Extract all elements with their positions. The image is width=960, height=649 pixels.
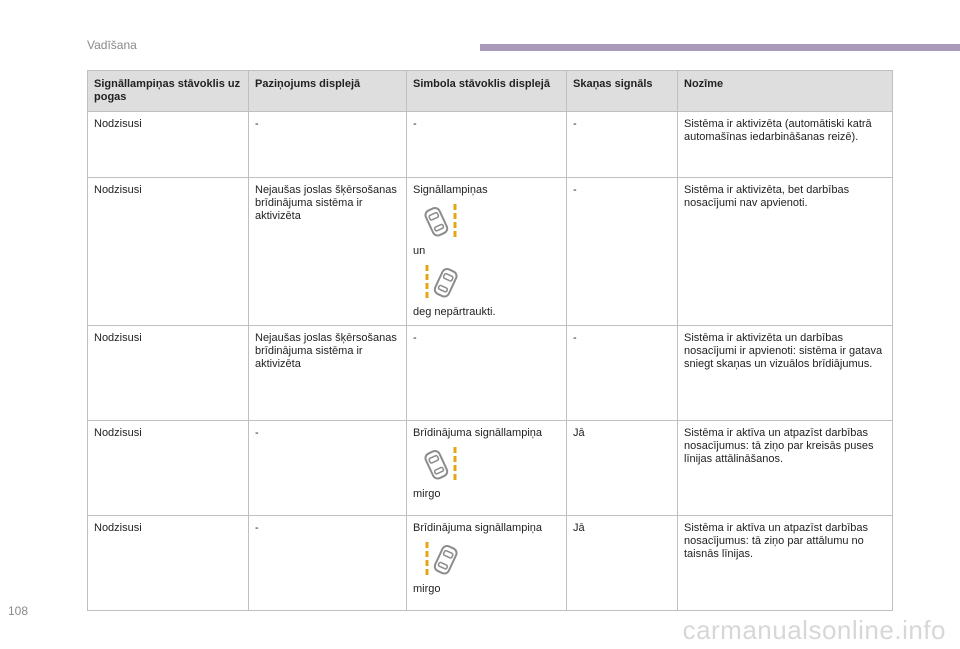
cell-lamp-state: Nodzisusi bbox=[88, 326, 249, 421]
cell-meaning: Sistēma ir aktivizēta, bet darbības nosacījumi nav apvienoti. bbox=[678, 178, 893, 326]
cell-display-message: - bbox=[249, 516, 407, 611]
table-row bbox=[88, 178, 893, 326]
symbol-text: mirgo bbox=[413, 488, 441, 500]
cell-sound-signal: - bbox=[567, 326, 678, 421]
cell-lamp-state: Nodzisusi bbox=[88, 421, 249, 516]
cell-meaning: Sistēma ir aktīva un atpazīst darbības nosacījumus: tā ziņo par kreisās puses līnijas attālināšanos. bbox=[678, 421, 893, 516]
cell-symbol-state bbox=[407, 112, 567, 178]
header-symbol-state: Simbola stāvoklis displejā bbox=[407, 71, 567, 112]
cell-symbol-state bbox=[407, 516, 567, 611]
cell-sound-signal: - bbox=[567, 178, 678, 326]
symbol-text: - bbox=[413, 118, 417, 130]
header-display-message: Paziņojums displejā bbox=[249, 71, 407, 112]
section-bar bbox=[480, 44, 960, 51]
cell-meaning: Sistēma ir aktivizēta un darbības nosacījumi ir apvienoti: sistēma ir gatava sniegt skaņas un vizuālos brīdiājumus. bbox=[678, 326, 893, 421]
symbol-text: deg nepārtraukti. bbox=[413, 306, 496, 318]
cell-lamp-state: Nodzisusi bbox=[88, 516, 249, 611]
lane-departure-right-icon bbox=[421, 445, 461, 483]
cell-symbol-state bbox=[407, 178, 567, 326]
cell-display-message: - bbox=[249, 421, 407, 516]
cell-lamp-state: Nodzisusi bbox=[88, 178, 249, 326]
indicator-table bbox=[87, 70, 893, 611]
cell-display-message: Nejaušas joslas šķērsošanas brīdinājuma sistēma ir aktivizēta bbox=[249, 178, 407, 326]
lane-departure-left-icon bbox=[421, 263, 461, 301]
cell-sound-signal: Jā bbox=[567, 516, 678, 611]
cell-display-message: - bbox=[249, 112, 407, 178]
cell-lamp-state: Nodzisusi bbox=[88, 112, 249, 178]
table-header-row bbox=[88, 71, 893, 112]
table-row bbox=[88, 112, 893, 178]
cell-sound-signal: Jā bbox=[567, 421, 678, 516]
symbol-text: un bbox=[413, 245, 426, 257]
cell-meaning: Sistēma ir aktivizēta (automātiski katrā automašīnas iedarbināšanas reizē). bbox=[678, 112, 893, 178]
table-row bbox=[88, 516, 893, 611]
cell-symbol-state bbox=[407, 421, 567, 516]
cell-meaning: Sistēma ir aktīva un atpazīst darbības nosacījumus: tā ziņo par attālumu no taisnās līnijas. bbox=[678, 516, 893, 611]
table-row bbox=[88, 326, 893, 421]
page-number: 108 bbox=[8, 604, 29, 618]
cell-sound-signal: - bbox=[567, 112, 678, 178]
lane-departure-left-icon bbox=[421, 540, 461, 578]
symbol-text: mirgo bbox=[413, 583, 441, 595]
symbol-text: Brīdinājuma signāllampiņa bbox=[413, 427, 543, 439]
watermark: carmanualsonline.info bbox=[682, 615, 946, 645]
symbol-text: Signāllampiņas bbox=[413, 184, 488, 196]
symbol-text: Brīdinājuma signāllampiņa bbox=[413, 522, 543, 534]
cell-symbol-state bbox=[407, 326, 567, 421]
section-title: Vadīšana bbox=[87, 38, 137, 52]
header-button-lamp-state: Signāllampiņas stāvoklis uz pogas bbox=[88, 71, 249, 112]
cell-display-message: Nejaušas joslas šķērsošanas brīdinājuma sistēma ir aktivizēta bbox=[249, 326, 407, 421]
symbol-text: - bbox=[413, 332, 417, 344]
header-meaning: Nozīme bbox=[678, 71, 893, 112]
table-row bbox=[88, 421, 893, 516]
header-sound-signal: Skaņas signāls bbox=[567, 71, 678, 112]
lane-departure-right-icon bbox=[421, 202, 461, 240]
